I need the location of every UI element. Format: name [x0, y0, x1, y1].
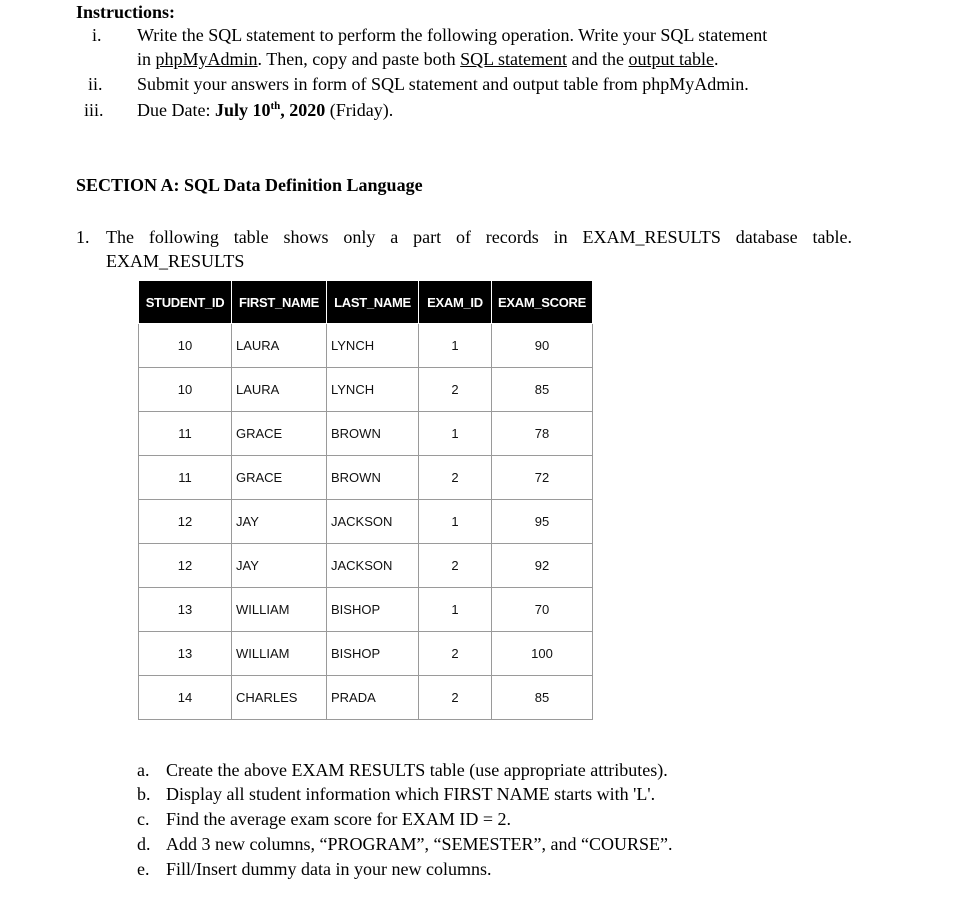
text: and the — [566, 49, 629, 69]
cell-student-id: 12 — [139, 544, 232, 588]
cell-last-name: BISHOP — [327, 632, 419, 676]
text: Due Date: — [137, 100, 215, 120]
task-letter: d. — [137, 834, 151, 854]
task-text: Display all student information which FIRST NAME starts with 'L'. — [166, 784, 656, 804]
cell-first-name: CHARLES — [232, 676, 327, 720]
cell-first-name: WILLIAM — [232, 588, 327, 632]
section-title: SECTION A: SQL Data Definition Language — [76, 175, 423, 195]
cell-exam-score: 95 — [492, 500, 593, 544]
task-text: Find the average exam score for EXAM ID = 2. — [166, 809, 512, 829]
table-row — [139, 456, 593, 500]
cell-student-id: 12 — [139, 500, 232, 544]
instruction-number: i. — [92, 25, 102, 45]
cell-exam-id: 1 — [419, 412, 492, 456]
column-header: FIRST_NAME — [232, 281, 327, 324]
cell-exam-score: 85 — [492, 368, 593, 412]
cell-exam-score: 72 — [492, 456, 593, 500]
due-date: July 10 — [214, 100, 271, 120]
task-text: Fill/Insert dummy data in your new columns. — [166, 859, 492, 879]
instructions-title: Instructions: — [76, 2, 176, 22]
cell-exam-id: 2 — [419, 676, 492, 720]
task-letter: b. — [137, 784, 151, 804]
cell-exam-id: 2 — [419, 632, 492, 676]
cell-exam-score: 78 — [492, 412, 593, 456]
cell-first-name: LAURA — [232, 368, 327, 412]
cell-first-name: GRACE — [232, 456, 327, 500]
task-letter: e. — [137, 859, 150, 879]
cell-last-name: BROWN — [327, 456, 419, 500]
cell-student-id: 10 — [139, 368, 232, 412]
sql-statement-underline: SQL statement — [460, 49, 567, 69]
cell-last-name: LYNCH — [327, 368, 419, 412]
cell-first-name: LAURA — [232, 324, 327, 368]
instruction-number: iii. — [84, 100, 104, 120]
cell-exam-id: 2 — [419, 544, 492, 588]
cell-last-name: JACKSON — [327, 500, 419, 544]
text: . Then, copy and paste both — [257, 49, 461, 69]
cell-last-name: BROWN — [327, 412, 419, 456]
cell-exam-score: 85 — [492, 676, 593, 720]
instruction-text-line2 — [137, 49, 718, 70]
table-row — [139, 500, 593, 544]
cell-student-id: 10 — [139, 324, 232, 368]
column-header: LAST_NAME — [327, 281, 419, 324]
cell-student-id: 13 — [139, 632, 232, 676]
cell-last-name: PRADA — [327, 676, 419, 720]
cell-exam-id: 1 — [419, 588, 492, 632]
exam-results-table — [138, 280, 593, 720]
cell-student-id: 14 — [139, 676, 232, 720]
instruction-text: Write the SQL statement to perform the following operation. Write your SQL statement — [137, 25, 768, 45]
superscript: th — [270, 100, 281, 112]
cell-last-name: JACKSON — [327, 544, 419, 588]
phpmyadmin-link: phpMyAdmin — [155, 49, 258, 69]
cell-exam-score: 90 — [492, 324, 593, 368]
cell-first-name: JAY — [232, 544, 327, 588]
text: (Friday). — [325, 100, 394, 120]
cell-student-id: 11 — [139, 456, 232, 500]
cell-exam-id: 2 — [419, 456, 492, 500]
cell-exam-id: 2 — [419, 368, 492, 412]
table-row — [139, 324, 593, 368]
question-number: 1. — [76, 227, 90, 247]
table-row — [139, 368, 593, 412]
cell-first-name: GRACE — [232, 412, 327, 456]
instruction-text: Submit your answers in form of SQL statement and output table from phpMyAdmin. — [137, 74, 749, 94]
table-row — [139, 412, 593, 456]
cell-exam-score: 92 — [492, 544, 593, 588]
text: in — [137, 49, 156, 69]
cell-student-id: 13 — [139, 588, 232, 632]
table-name: EXAM_RESULTS — [106, 251, 245, 271]
task-text: Create the above EXAM RESULTS table (use appropriate attributes). — [166, 760, 668, 780]
table-header-row — [139, 281, 593, 324]
table-row — [139, 544, 593, 588]
instruction-number: ii. — [88, 74, 103, 94]
cell-last-name: LYNCH — [327, 324, 419, 368]
column-header: EXAM_SCORE — [492, 281, 593, 324]
cell-exam-id: 1 — [419, 500, 492, 544]
column-header: STUDENT_ID — [139, 281, 232, 324]
output-table-underline: output table — [628, 49, 714, 69]
due-year: , 2020 — [280, 100, 326, 120]
text: . — [713, 49, 719, 69]
table-row — [139, 676, 593, 720]
cell-first-name: WILLIAM — [232, 632, 327, 676]
cell-exam-id: 1 — [419, 324, 492, 368]
task-text: Add 3 new columns, “PROGRAM”, “SEMESTER”, and “COURSE”. — [166, 834, 673, 854]
cell-last-name: BISHOP — [327, 588, 419, 632]
table-row — [139, 588, 593, 632]
column-header: EXAM_ID — [419, 281, 492, 324]
question-text: The following table shows only a part of records in EXAM_RESULTS database table. — [106, 227, 852, 247]
cell-exam-score: 70 — [492, 588, 593, 632]
cell-first-name: JAY — [232, 500, 327, 544]
table-row — [139, 632, 593, 676]
task-letter: c. — [137, 809, 150, 829]
cell-student-id: 11 — [139, 412, 232, 456]
task-letter: a. — [137, 760, 150, 780]
cell-exam-score: 100 — [492, 632, 593, 676]
due-date-text — [137, 100, 393, 121]
